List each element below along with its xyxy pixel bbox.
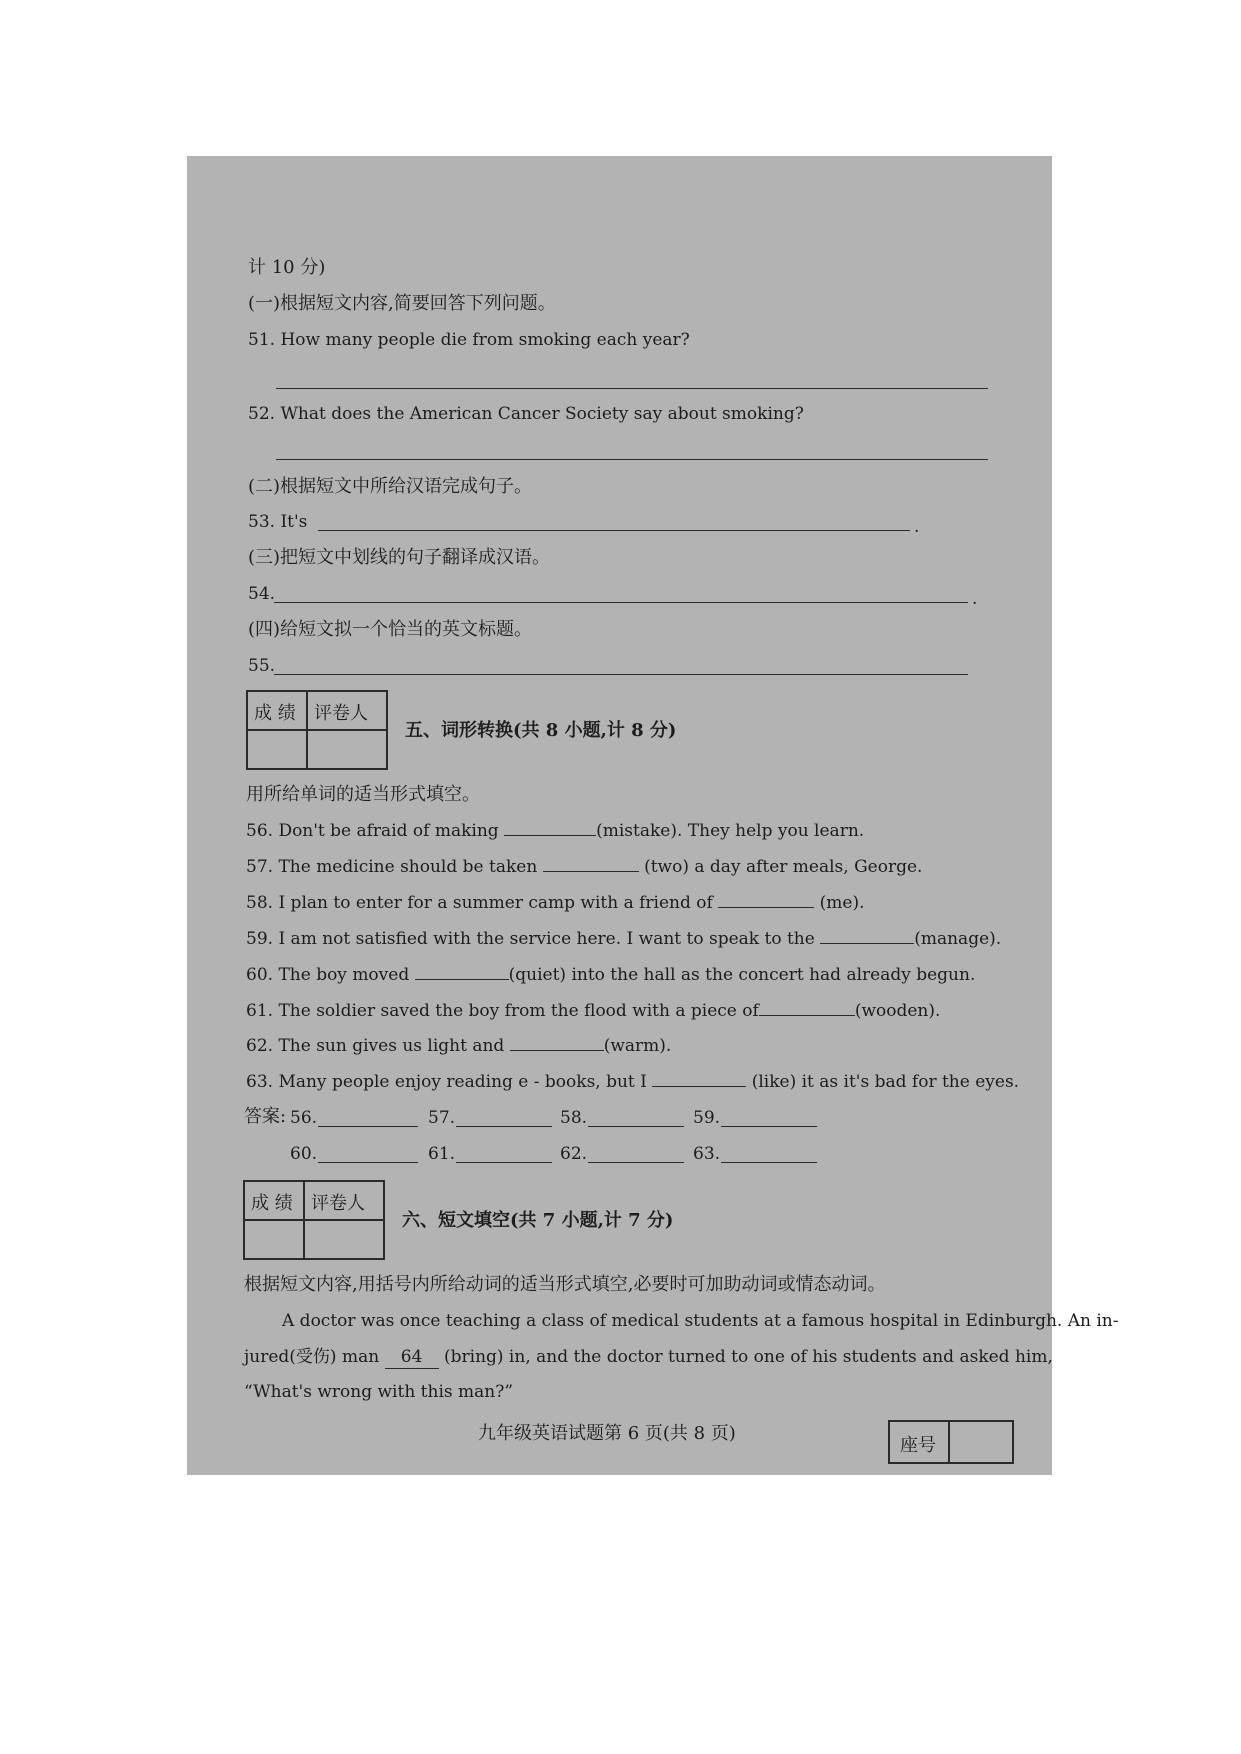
answer-59-label: 59. xyxy=(693,1108,721,1128)
question-63-text-a: 63. Many people enjoy reading e - books, but I xyxy=(246,1072,647,1092)
question-57-text-b: (two) a day after meals, George. xyxy=(644,857,923,877)
question-62 xyxy=(246,1035,671,1057)
blank-56[interactable] xyxy=(504,821,596,836)
grader-label: 评卷人 xyxy=(314,703,368,724)
answer-blank-58[interactable] xyxy=(588,1126,684,1127)
answer-blank-62[interactable] xyxy=(588,1162,684,1163)
answer-blank-60[interactable] xyxy=(318,1162,418,1163)
question-60-text-a: 60. The boy moved xyxy=(246,965,410,985)
question-59 xyxy=(246,928,1001,950)
answer-57-label: 57. xyxy=(428,1108,456,1128)
question-54-prefix: 54. xyxy=(248,584,276,604)
question-56-text-a: 56. Don't be afraid of making xyxy=(246,821,499,841)
answer-62-label: 62. xyxy=(560,1144,588,1164)
question-57-text-a: 57. The medicine should be taken xyxy=(246,857,538,877)
section-header-continuation: 计 10 分) xyxy=(248,257,326,278)
answer-61-label: 61. xyxy=(428,1144,456,1164)
passage-line-2-text-a: jured(受伤) man xyxy=(244,1347,380,1367)
question-56-text-b: (mistake). They help you learn. xyxy=(596,821,865,841)
seat-number-label: 座号 xyxy=(900,1435,936,1456)
question-57 xyxy=(246,856,922,878)
answer-line-54[interactable] xyxy=(274,602,968,603)
score-box-part5 xyxy=(246,690,388,770)
blank-57[interactable] xyxy=(543,857,639,872)
part5-instruction: 用所给单词的适当形式填空。 xyxy=(246,784,480,805)
answer-58-label: 58. xyxy=(560,1108,588,1128)
subsection-1-title: (一)根据短文内容,简要回答下列问题。 xyxy=(248,293,556,314)
passage-line-1: A doctor was once teaching a class of medical students at a famous hospital in Edinburgh. An in- xyxy=(282,1311,1119,1331)
answer-blank-61[interactable] xyxy=(456,1162,552,1163)
question-62-text-a: 62. The sun gives us light and xyxy=(246,1036,505,1056)
question-53-suffix: . xyxy=(914,517,920,537)
answer-56-label: 56. xyxy=(290,1108,318,1128)
answer-line-51[interactable] xyxy=(276,388,988,389)
answer-63-label: 63. xyxy=(693,1144,721,1164)
subsection-2-title: (二)根据短文中所给汉语完成句子。 xyxy=(248,476,533,497)
answer-60-label: 60. xyxy=(290,1144,318,1164)
passage-line-3: “What's wrong with this man?” xyxy=(244,1382,514,1402)
question-63-text-b: (like) it as it's bad for the eyes. xyxy=(751,1072,1020,1092)
blank-58[interactable] xyxy=(718,893,814,908)
question-58-text-b: (me). xyxy=(819,893,865,913)
blank-60[interactable] xyxy=(415,965,509,980)
answer-blank-57[interactable] xyxy=(456,1126,552,1127)
question-61-text-b: (wooden). xyxy=(854,1001,941,1021)
score-label: 成 绩 xyxy=(251,1193,293,1214)
part6-title: 六、短文填空(共 7 小题,计 7 分) xyxy=(402,1210,674,1231)
page-footer: 九年级英语试题第 6 页(共 8 页) xyxy=(478,1423,736,1444)
answer-line-53[interactable] xyxy=(318,530,910,531)
blank-62[interactable] xyxy=(510,1036,604,1051)
question-52: 52. What does the American Cancer Society say about smoking? xyxy=(248,404,804,424)
question-58 xyxy=(246,892,865,914)
answer-line-52[interactable] xyxy=(276,459,988,460)
question-63 xyxy=(246,1071,1019,1093)
blank-63[interactable] xyxy=(652,1072,746,1087)
answer-blank-56[interactable] xyxy=(318,1126,418,1127)
question-53-prefix: 53. It's xyxy=(248,512,308,532)
question-60-text-b: (quiet) into the hall as the concert had already begun. xyxy=(508,965,976,985)
seat-number-box xyxy=(888,1420,1014,1464)
question-59-text-b: (manage). xyxy=(914,929,1002,949)
score-box-part6 xyxy=(243,1180,385,1260)
subsection-4-title: (四)给短文拟一个恰当的英文标题。 xyxy=(248,619,533,640)
question-55-prefix: 55. xyxy=(248,656,276,676)
answer-blank-63[interactable] xyxy=(721,1162,817,1163)
question-59-text-a: 59. I am not satisfied with the service here. I want to speak to the xyxy=(246,929,815,949)
passage-line-2 xyxy=(244,1346,1053,1369)
score-label: 成 绩 xyxy=(254,703,296,724)
question-58-text-a: 58. I plan to enter for a summer camp with a friend of xyxy=(246,893,713,913)
answer-label: 答案: xyxy=(244,1106,287,1127)
question-61-text-a: 61. The soldier saved the boy from the flood with a piece of xyxy=(246,1001,759,1021)
question-51: 51. How many people die from smoking each year? xyxy=(248,330,690,350)
part6-instruction: 根据短文内容,用括号内所给动词的适当形式填空,必要时可加助动词或情态动词。 xyxy=(244,1274,886,1295)
blank-59[interactable] xyxy=(820,929,914,944)
question-61 xyxy=(246,1000,940,1022)
blank-61[interactable] xyxy=(759,1001,855,1016)
part5-title: 五、词形转换(共 8 小题,计 8 分) xyxy=(405,720,677,741)
passage-line-2-text-b: (bring) in, and the doctor turned to one of his students and asked him, xyxy=(443,1347,1053,1367)
answer-line-55[interactable] xyxy=(274,674,968,675)
question-62-text-b: (warm). xyxy=(603,1036,672,1056)
blank-64[interactable]: 64 xyxy=(385,1346,439,1369)
answer-blank-59[interactable] xyxy=(721,1126,817,1127)
question-54-suffix: . xyxy=(972,589,978,609)
question-60 xyxy=(246,964,975,986)
question-56 xyxy=(246,820,864,842)
grader-label: 评卷人 xyxy=(311,1193,365,1214)
subsection-3-title: (三)把短文中划线的句子翻译成汉语。 xyxy=(248,547,551,568)
